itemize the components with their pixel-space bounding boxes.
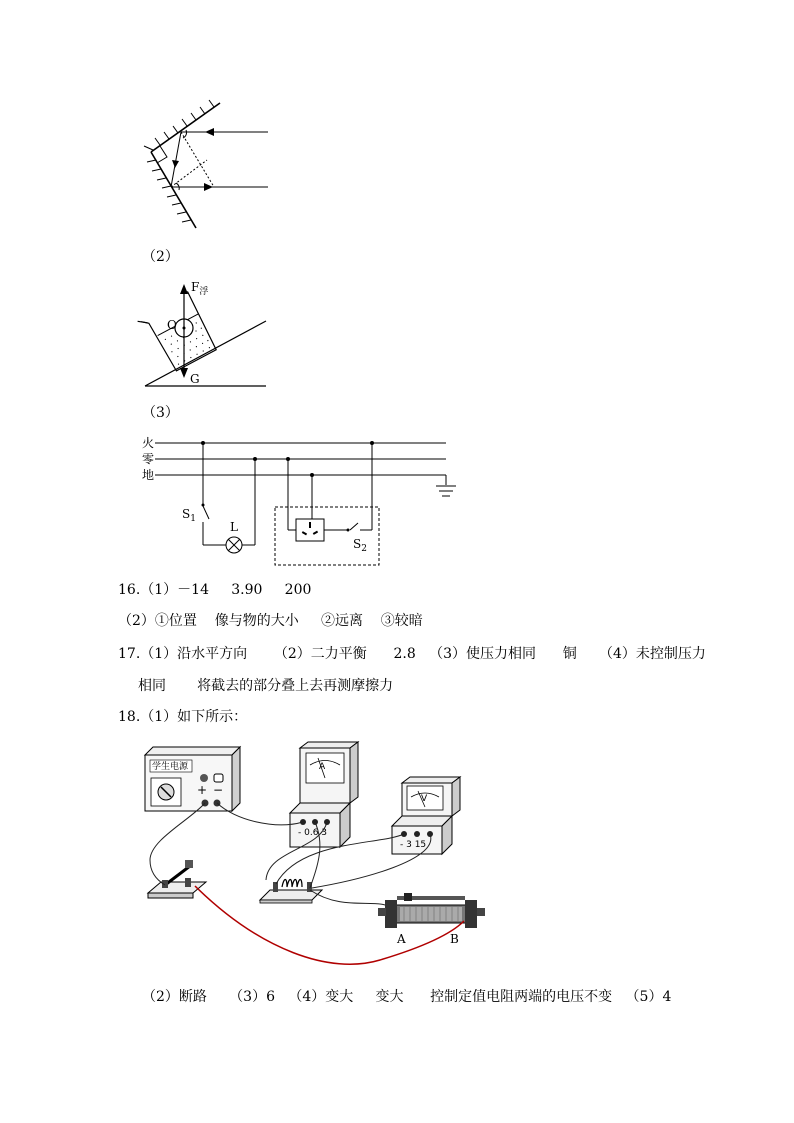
- answer-q18-line1: 18.（1）如下所示：: [118, 709, 248, 725]
- gravity-label: G: [190, 372, 200, 386]
- ammeter-symbol: A: [319, 762, 326, 772]
- answer-q16-line1: 16.（1）－14 3.90 200: [118, 582, 312, 598]
- rheostat-terminal-b: B: [450, 932, 459, 946]
- lamp-label: L: [230, 520, 238, 534]
- neutral-wire-label: 零: [142, 452, 155, 466]
- answer-q17-line2: 相同 将截去的部分叠上去再测摩擦力: [138, 678, 394, 694]
- sliding-rheostat: [378, 893, 485, 928]
- center-label: O: [167, 318, 177, 332]
- ammeter-scale: - 0.6 3: [298, 828, 328, 838]
- voltmeter-scale: - 3 15: [400, 840, 427, 850]
- rheostat-terminal-a: A: [397, 932, 406, 946]
- live-wire-label: 火: [142, 436, 155, 450]
- s2-text: S: [353, 537, 362, 551]
- s1-subscript: 1: [190, 514, 196, 524]
- power-plus-label: +: [197, 783, 208, 797]
- power-supply: [145, 747, 240, 811]
- s1-text: S: [182, 507, 191, 521]
- figure-label-2: （2）: [142, 249, 179, 265]
- earth-wire-label: 地: [142, 468, 155, 482]
- voltmeter-symbol: V: [421, 794, 428, 804]
- answer-q18-line2: （2）断路 （3）6 （4）变大 变大 控制定值电阻两端的电压不变 （5）4: [142, 989, 672, 1005]
- power-supply-label: 学生电源: [152, 762, 189, 772]
- force-f-text: F: [191, 280, 200, 294]
- power-minus-label: −: [213, 783, 224, 797]
- answer-q17-line1: 17.（1）沿水平方向 （2）二力平衡 2.8 （3）使压力相同 铜 （4）未控制压力: [118, 646, 706, 662]
- figure-label-3: （3）: [142, 405, 179, 421]
- answer-q16-line2: （2）①位置 像与物的大小 ②远离 ③较暗: [118, 613, 423, 629]
- force-f-subscript: 浮: [199, 287, 209, 297]
- s2-subscript: 2: [361, 544, 367, 554]
